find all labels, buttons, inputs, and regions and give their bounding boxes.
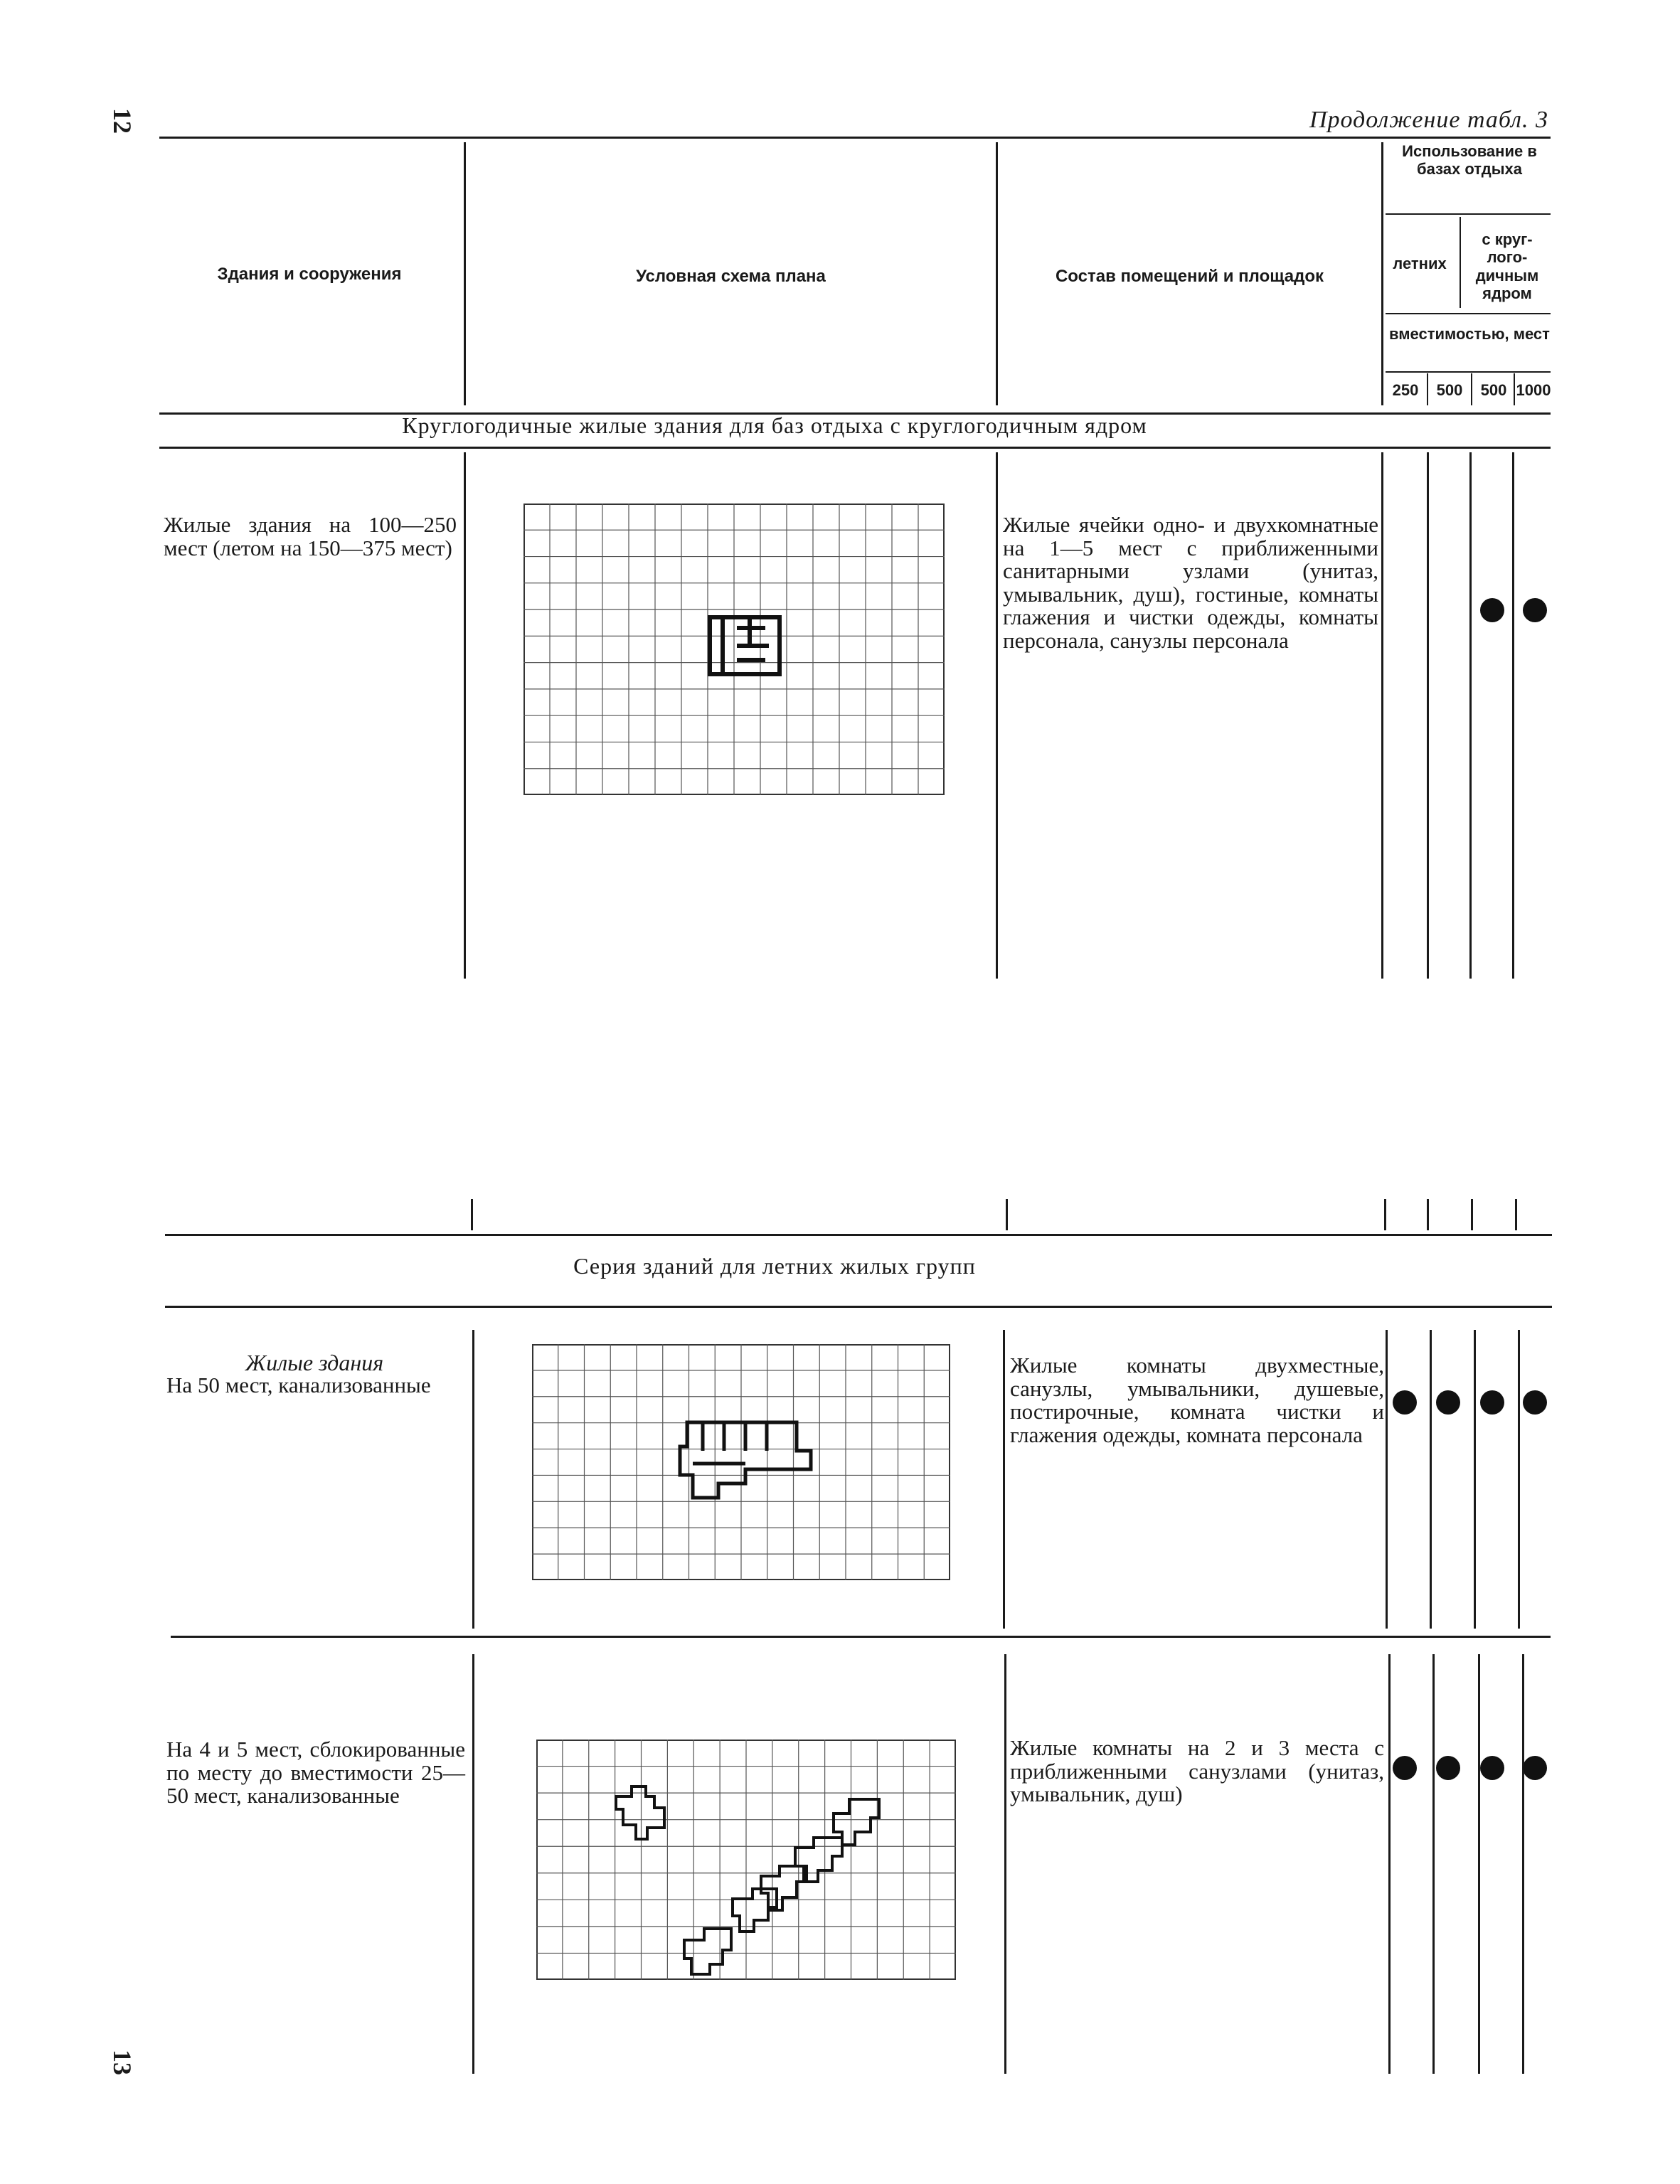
building-plan-compact [523,504,945,795]
section-rule [165,1306,1552,1308]
usage-divider [1478,1654,1480,2074]
usage-divider [1427,452,1429,979]
header-summer-rule [1386,313,1551,314]
rooms-description: Жилые комнаты двухместные, санузлы, умывальники, душевые, постирочные, комната чистки и глажения одежды, комната персонала [1010,1353,1384,1447]
rooms-description: Жилые комнаты на 2 и 3 места с приближенными санузлами (унитаз, умывальник, душ) [1010,1735,1384,1807]
header-usage: Использование в базах отдыха [1402,142,1537,179]
header-plan: Условная схема плана [636,267,826,286]
row-col-divider [472,1330,474,1629]
header-summer: летних [1393,255,1447,272]
header-top-rule [159,137,1551,139]
usage-divider [1474,1330,1476,1629]
usage-dot [1523,1390,1547,1415]
usage-dot [1523,598,1547,622]
capacity-cell: 250 [1392,381,1419,399]
row-col-divider [996,452,998,979]
usage-dot [1393,1390,1417,1415]
capacity-cell: 500 [1480,381,1507,399]
usage-divider [1427,1199,1429,1230]
section-title: Серия зданий для летних жилых групп [573,1253,976,1279]
usage-dot [1480,1390,1504,1415]
capacity-divider [1427,373,1428,405]
usage-dot [1480,598,1504,622]
header-capacity: вместимостью, мест [1389,325,1550,343]
building-description: На 4 и 5 мест, сблокированные по месту до вместимости 25—50 мест, канализованные [166,1737,465,1809]
capacity-cell: 500 [1436,381,1463,399]
usage-divider [1381,452,1383,979]
row-col-divider [1004,1654,1006,2074]
capacity-divider [1471,373,1472,405]
header-capacity-rule [1386,371,1551,373]
building-outline [616,1786,879,1974]
building-subhead: Жилые здания [245,1350,384,1375]
usage-divider [1388,1654,1391,2074]
usage-divider [1512,452,1514,979]
building-description: На 50 мест, канализованные [166,1373,431,1397]
building-description: Жилые здания на 100—250 мест (летом на 150—375 мест) [164,512,457,560]
section-title: Круглогодичные жилые здания для баз отдыха с круглогодичным ядром [402,412,1147,438]
header-buildings: Здания и сооружения [217,265,402,284]
capacity-divider [1514,373,1515,405]
usage-divider [1515,1199,1517,1230]
row-col-divider [1006,1199,1008,1230]
header-col-divider-3 [1381,142,1383,405]
row-rule [171,1636,1551,1638]
row-col-divider [472,1654,474,2074]
building-outline [680,1422,811,1498]
row-col-divider [471,1199,473,1230]
rooms-description: Жилые ячейки одно- и двухкомнатные на 1—5 мест с приближенными санитарными узлами (унитаз, умывальник, душ), гостиные, комнаты глажения и чистки одежды, комнаты персонала, санузлы персонала [1003,512,1378,653]
page-number-top: 12 [108,108,137,134]
usage-divider [1471,1199,1473,1230]
page-number-bottom: 13 [108,2050,137,2075]
usage-dot [1436,1390,1460,1415]
building-plan-wing [532,1344,950,1580]
header-col-divider-2 [996,142,998,405]
header-summer-divider [1460,217,1461,308]
section-rule [159,447,1551,449]
table-continuation-title: Продолжение табл. 3 [1309,107,1548,133]
row-col-divider [464,452,466,979]
usage-divider [1432,1654,1435,2074]
usage-divider [1522,1654,1524,2074]
section-rule [165,1234,1552,1236]
usage-divider [1386,1330,1388,1629]
capacity-cell: 1000 [1516,381,1551,399]
header-usage-rule [1386,213,1551,215]
building-outline [710,617,780,674]
usage-divider [1518,1330,1520,1629]
row-col-divider [1003,1330,1005,1629]
usage-divider [1469,452,1472,979]
building-plan-blocks [536,1740,956,1980]
header-rooms: Состав помещений и площадок [1055,267,1324,286]
usage-dot [1480,1756,1504,1780]
usage-divider [1430,1330,1432,1629]
header-yearround: с круг-лого-дичным ядром [1475,230,1539,302]
usage-dot [1436,1756,1460,1780]
usage-divider [1384,1199,1386,1230]
header-col-divider-1 [464,142,466,405]
usage-dot [1523,1756,1547,1780]
usage-dot [1393,1756,1417,1780]
